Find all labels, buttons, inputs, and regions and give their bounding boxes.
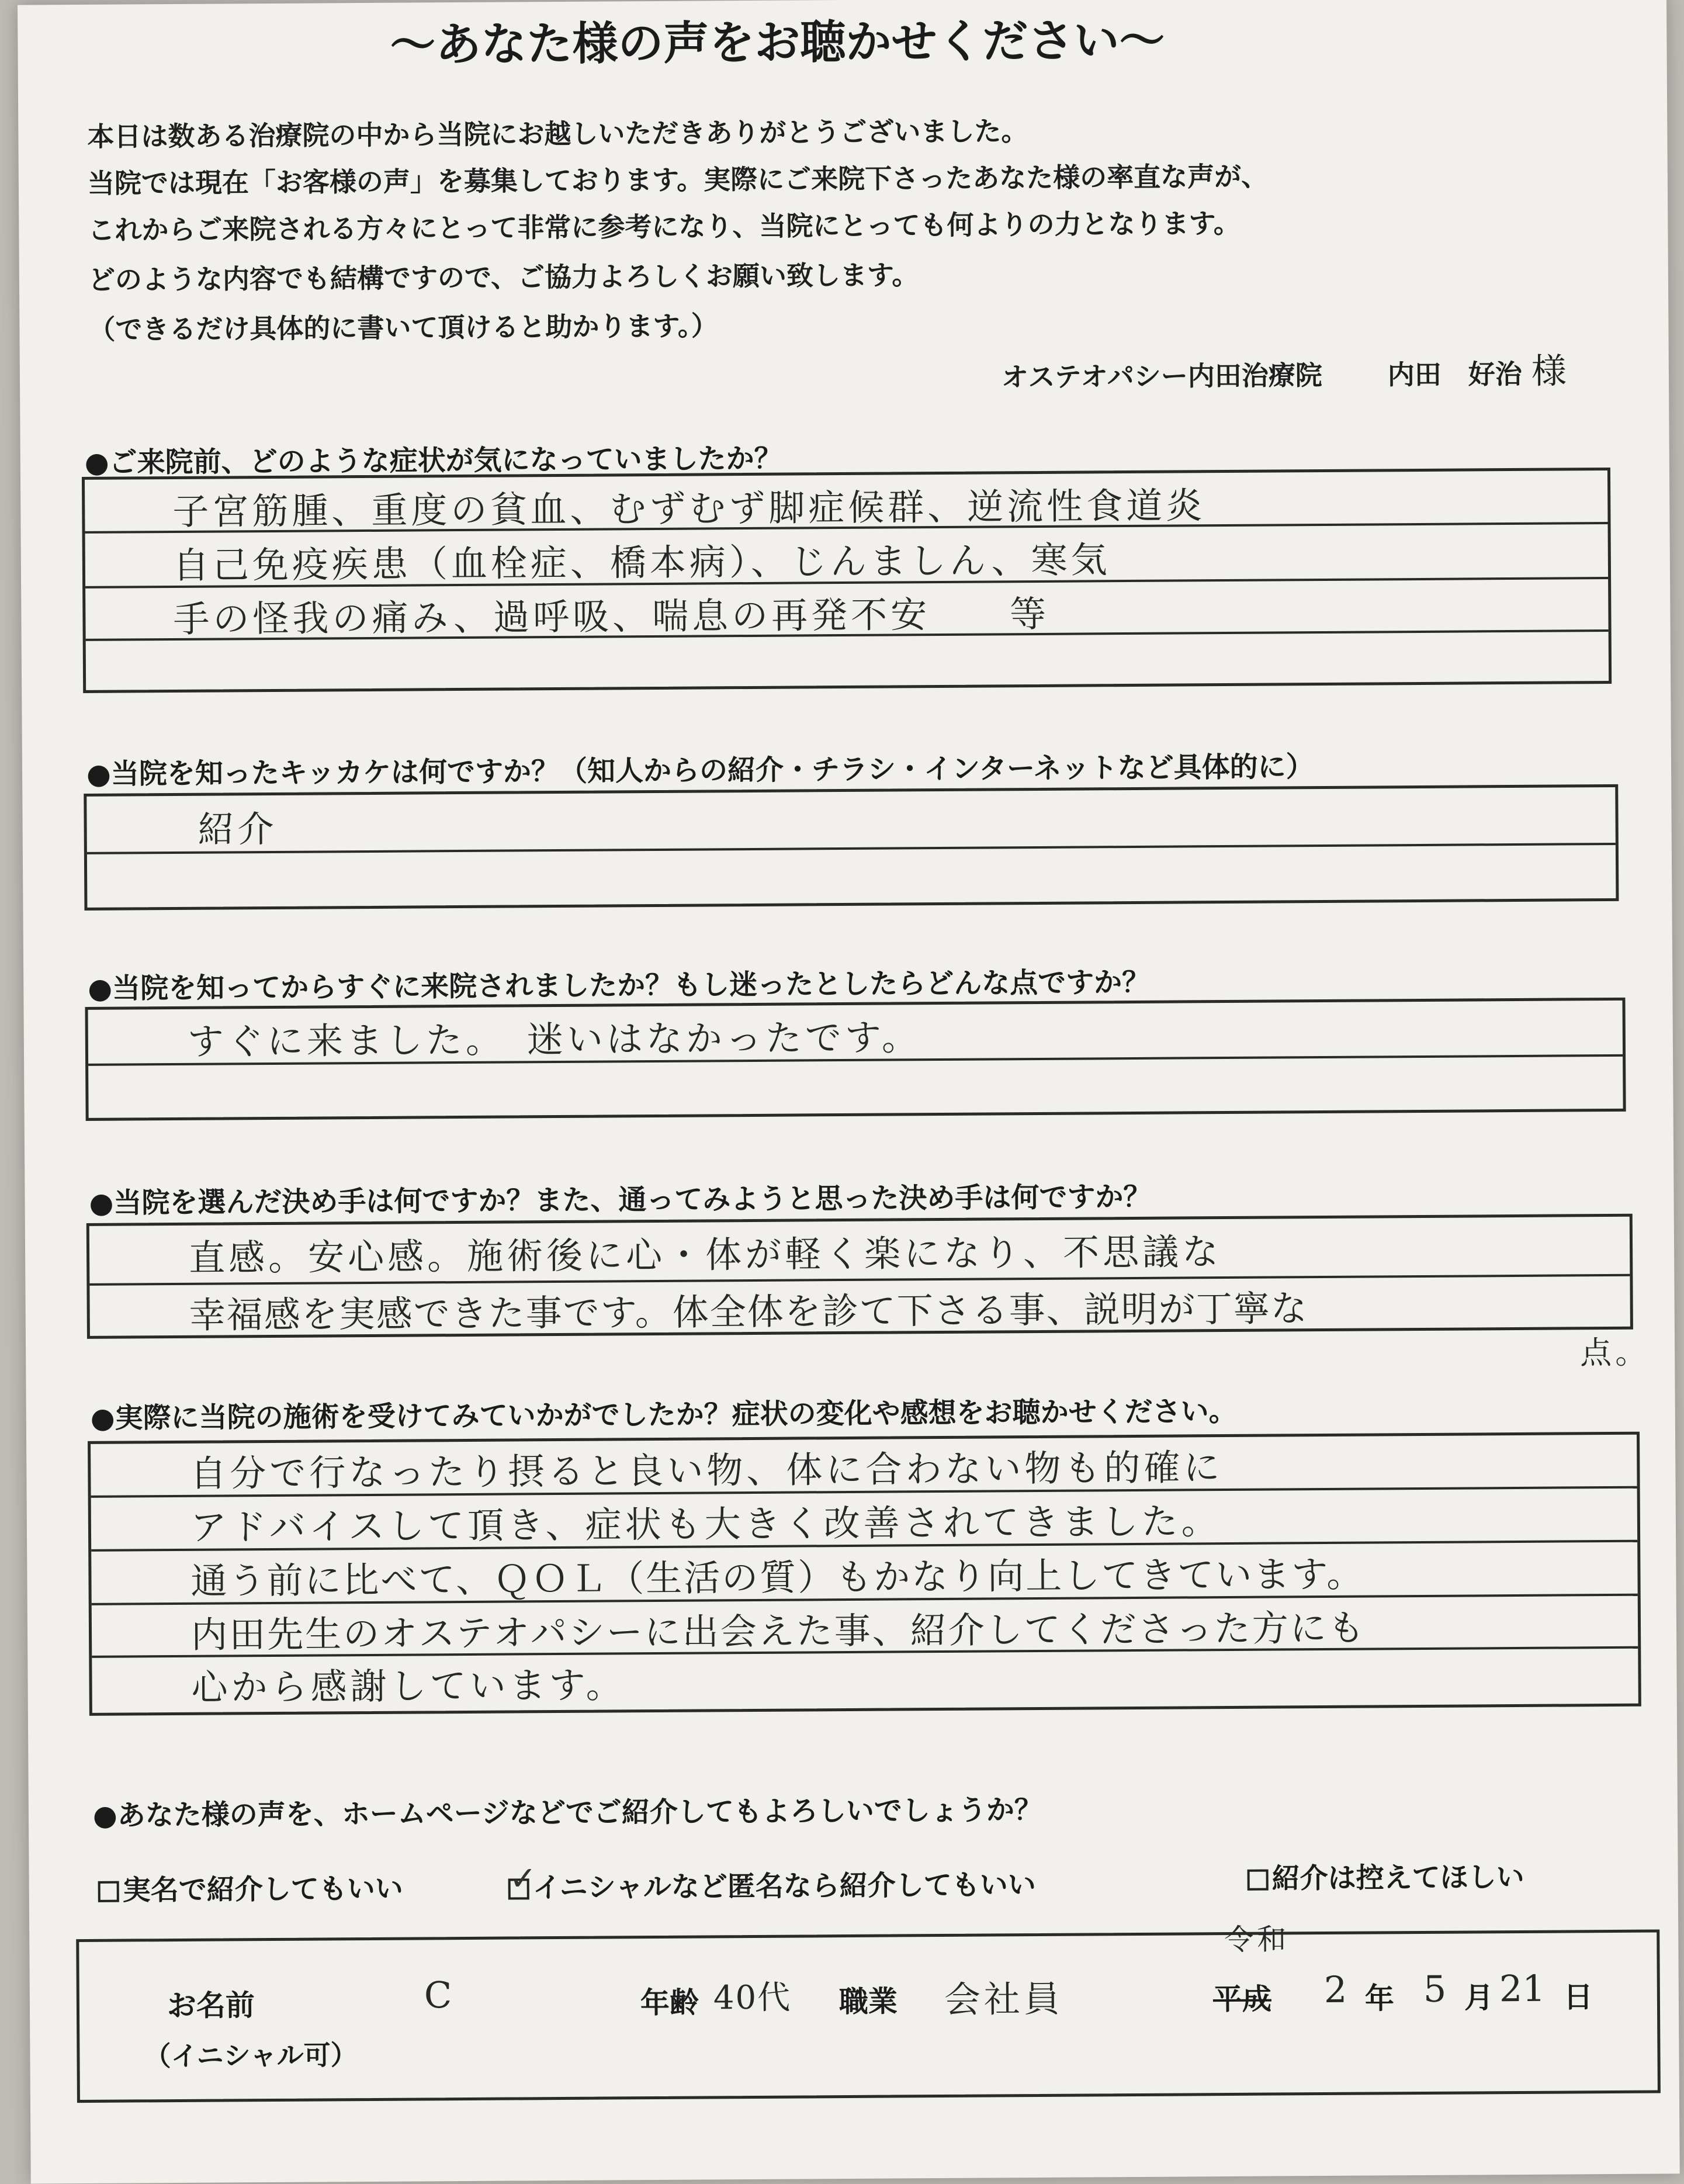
answer-line: 通う前に比べて、ＱＯＬ（生活の質）もかなり向上してきています。 bbox=[190, 1552, 1365, 1602]
answer-box-hesitation bbox=[85, 998, 1626, 1121]
honorific: 様 bbox=[1531, 351, 1567, 392]
option-initials[interactable] bbox=[508, 1862, 1036, 1906]
job-value: 会社員 bbox=[944, 1977, 1064, 2021]
question-symptoms: ●ご来院前、どのような症状が気になっていましたか？ bbox=[84, 442, 782, 479]
survey-sheet bbox=[18, 0, 1680, 2184]
question-discovery: ●当院を知ったキッカケは何ですか？（知人からの紹介・チラシ・インターネットなど具体的に） bbox=[86, 750, 1314, 791]
answer-line: 直感。安心感。施術後に心・体が軽く楽になり、不思議な bbox=[188, 1230, 1222, 1279]
age-value: 40代 bbox=[713, 1978, 792, 2017]
intro-line: （できるだけ具体的に書いて頂けると助かります。） bbox=[88, 310, 718, 345]
year-label: 年 bbox=[1364, 1981, 1395, 2016]
intro-line: 当院では現在「お客様の声」を募集しております。実際にご来院下さったあなた様の率直な声が、 bbox=[87, 160, 1269, 199]
answer-line: すぐに来ました。 迷いはなかったです。 bbox=[187, 1016, 922, 1063]
option-label: 実名で紹介してもいい bbox=[122, 1872, 403, 1907]
month-value: 5 bbox=[1423, 1967, 1450, 2010]
question-hesitation: ●当院を知ってからすぐに来院されましたか？もし迷ったとしたらどんな点ですか？ bbox=[88, 965, 1151, 1005]
answer-box-impressions bbox=[88, 1432, 1641, 1716]
answer-line: 自分で行なったり摂ると良い物、体に合わない物も的確に bbox=[190, 1446, 1224, 1495]
checkbox-initials[interactable] bbox=[508, 1860, 537, 1899]
era-written: 令和 bbox=[1224, 1922, 1290, 1957]
answer-box-symptoms bbox=[82, 468, 1612, 693]
answer-line: アドバイスして頂き、症状も大きく改善されてきました。 bbox=[190, 1500, 1221, 1549]
intro-line: これからご来院される方々にとって非常に参考になり、当院にとっても何よりの力となります。 bbox=[88, 207, 1241, 246]
month-label: 月 bbox=[1464, 1981, 1494, 2015]
name-label: お名前 bbox=[167, 1988, 255, 2023]
answer-line: 自己免疫疾患（血栓症、橋本病）、じんましん、寒気 bbox=[172, 538, 1111, 587]
answer-line: 紹介 bbox=[197, 807, 278, 851]
answer-line: 子宮筋腫、重度の貧血、むずむず脚症候群、逆流性食道炎 bbox=[172, 484, 1206, 534]
answer-box-deciding-factor bbox=[86, 1214, 1633, 1339]
checkbox-real-name[interactable] bbox=[98, 1881, 119, 1902]
page-title: 〜あなた様の声をお聴かせください〜 bbox=[390, 14, 1165, 72]
clinic-signature bbox=[1002, 343, 1567, 397]
answer-line: 幸福感を実感できた事です。体全体を診て下さる事、説明が丁寧な bbox=[189, 1287, 1308, 1337]
question-impressions: ●実際に当院の施術を受けてみていかがでしたか？症状の変化や感想をお聴かせください。 bbox=[90, 1394, 1237, 1435]
respondent-info-box bbox=[76, 1922, 1661, 2103]
question-deciding-factor: ●当院を選んだ決め手は何ですか？また、通ってみようと思った決め手は何ですか？ bbox=[89, 1180, 1152, 1220]
day-value: 21 bbox=[1499, 1967, 1546, 2010]
checkbox-decline[interactable] bbox=[1248, 1870, 1269, 1891]
answer-line: 内田先生のオステオパシーに出会えた事、紹介してくださった方にも bbox=[190, 1606, 1366, 1656]
option-label: 紹介は控えてほしい bbox=[1271, 1860, 1524, 1895]
day-label: 日 bbox=[1563, 1980, 1593, 2015]
clinic-name: オステオパシー内田治療院 bbox=[1001, 359, 1322, 393]
year-value: 2 bbox=[1323, 1968, 1351, 2012]
name-sub-label: （イニシャル可） bbox=[144, 2039, 358, 2072]
name-value: C bbox=[424, 1974, 456, 2017]
intro-line: どのような内容でも結構ですので、ご協力よろしくお願い致します。 bbox=[88, 259, 919, 296]
option-real-name[interactable] bbox=[98, 1866, 403, 1908]
age-label: 年齢 bbox=[640, 1985, 699, 2020]
job-label: 職業 bbox=[838, 1984, 898, 2019]
answer-box-discovery bbox=[84, 784, 1619, 911]
answer-line: 心から感謝しています。 bbox=[191, 1663, 626, 1709]
era-printed: 平成 bbox=[1212, 1982, 1272, 2017]
option-label: イニシャルなど匿名なら紹介してもいい bbox=[532, 1868, 1037, 1905]
option-decline[interactable] bbox=[1247, 1854, 1524, 1896]
doctor-name: 内田 好治 bbox=[1387, 358, 1522, 391]
answer-line: 手の怪我の痛み、過呼吸、喘息の再発不安 等 bbox=[173, 592, 1050, 641]
answer-overflow: 点。 bbox=[1579, 1334, 1651, 1372]
intro-line: 本日は数ある治療院の中から当院にお越しいただきありがとうございました。 bbox=[87, 115, 1028, 153]
check-mark-icon: ✓ bbox=[509, 1860, 537, 1898]
question-consent: ●あなた様の声を、ホームページなどでご紹介してもよろしいでしょうか？ bbox=[92, 1793, 1043, 1832]
